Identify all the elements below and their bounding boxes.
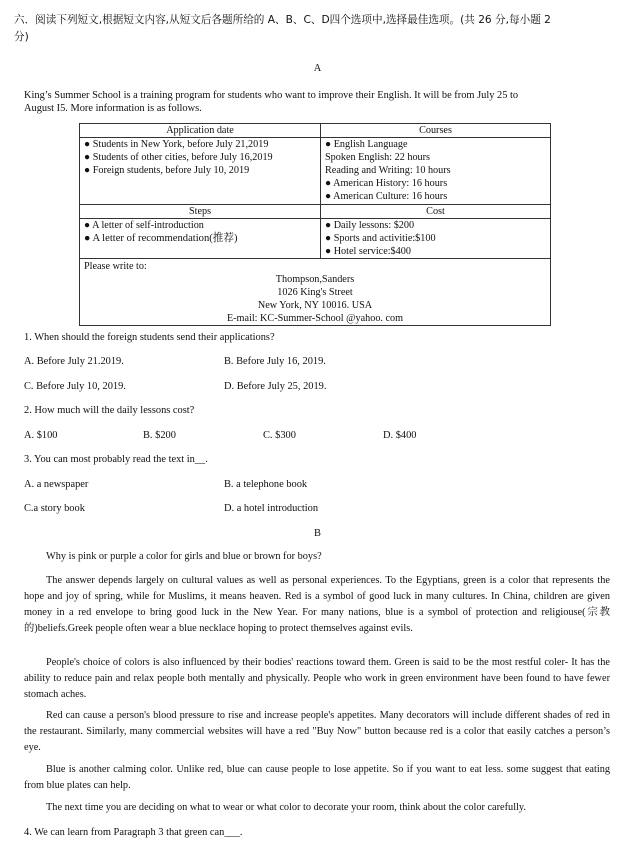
application-item: ● Students in New York, before July 21,2019: [84, 139, 269, 150]
cost-item: ● Hotel service:$400: [325, 246, 411, 257]
question-3-option-d: D. a hotel introduction: [224, 503, 319, 514]
address-city: New York, NY 10016. USA: [257, 300, 373, 311]
passage-a-intro-line-1: King’s Summer School is a training program for students who want to improve their English. It will be from July 25 to: [24, 90, 519, 101]
address-email: E-mail: KC-Summer-School @yahoo. com: [226, 313, 404, 324]
passage-b-paragraph-4: Red can cause a person's blood pressure to rise and increase people's appetites. Many decorators will include different shades of red in the restaurant. Similarly, many commercial websites will have a red "Buy Now" button because red is a color that easily catches a person’s eye.: [24, 710, 610, 753]
question-1-option-a: A. Before July 21.2019.: [24, 356, 124, 367]
address-cell: [80, 259, 551, 326]
question-1-option-b: B. Before July 16, 2019.: [224, 356, 326, 367]
passage-a-intro-line-2: August I5. More information is as follows.: [24, 103, 202, 114]
cost-header: Cost: [321, 205, 551, 219]
address-name: Thompson,Sanders: [275, 274, 355, 285]
question-3-option-b: B. a telephone book: [224, 479, 308, 490]
passage-b-paragraph-6: The next time you are deciding on what to wear or what color to decorate your room, think about the color carefully.: [46, 802, 526, 813]
application-date-header: Application date: [80, 124, 321, 138]
question-1-option-d: D. Before July 25, 2019.: [224, 381, 327, 392]
courses-header: Courses: [321, 124, 551, 138]
passage-b-paragraph-5: Blue is another calming color. Unlike red, blue can cause people to lose appetite. So if you want to eat less. some suggest that eating from blue plates can help.: [24, 764, 610, 791]
question-3-option-a: A. a newspaper: [24, 479, 89, 490]
write-to-label: Please write to:: [84, 261, 147, 272]
address-street: 1026 King's Street: [277, 287, 353, 298]
question-2-option-d: D. $400: [383, 430, 417, 441]
passage-b-label: B: [314, 528, 321, 539]
question-2-stem: 2. How much will the daily lessons cost?: [24, 405, 195, 416]
passage-a-label: A: [313, 63, 322, 74]
step-item: ● A letter of recommendation(推荐): [84, 233, 238, 244]
steps-header: Steps: [80, 205, 321, 219]
question-1-stem: 1. When should the foreign students send their applications?: [24, 332, 275, 343]
passage-b-paragraph-3: People's choice of colors is also influenced by their bodies' reactions toward them. Green is said to be the most restful coler- It has the ability to reduce pain and relax people both mentally and physically. People who work in green environment have been found to have fewer stomach aches.: [24, 657, 610, 700]
steps-cell: [80, 219, 321, 259]
question-1-option-c: C. Before July 10, 2019.: [24, 381, 126, 392]
question-3-option-c: C.a story book: [24, 503, 85, 514]
course-item: Spoken English: 22 hours: [325, 152, 430, 163]
course-item: ● American Culture: 16 hours: [325, 191, 448, 202]
cost-item: ● Daily lessons: $200: [325, 220, 415, 231]
question-2-option-c: C. $300: [263, 430, 296, 441]
course-item: Reading and Writing: 10 hours: [325, 165, 451, 176]
section-heading: 六．阅读下列短文,根据短文内容,从短文后各题所给的 A、B、C、D四个选项中,选择最佳选项。(共 26 分,每小题 2: [14, 14, 551, 26]
section-heading-continued: 分): [14, 31, 29, 43]
passage-b-paragraph-1: Why is pink or purple a color for girls and blue or brown for boys?: [46, 551, 322, 562]
summer-school-info-table: [79, 123, 551, 326]
question-4-stem: 4. We can learn from Paragraph 3 that green can___.: [24, 827, 243, 838]
application-item: ● Foreign students, before July 10, 2019: [84, 165, 250, 176]
course-item: ● English Language: [325, 139, 408, 150]
passage-b-paragraph-2: The answer depends largely on cultural values as well as personal experiences. To the Egyptians, green is a color that represents the hope and joy of spring, while for Muslims, it means heaven. Red is a symbol of good luck in many cultures. In China, children are given money in a red envelope to bring good luck in the New Year. For many nations, blue is a symbol of protection and religiouse(宗教的)beliefs.Greek people often wear a blue necklace hoping to protect themselves against evils.: [24, 575, 610, 634]
courses-cell: [321, 138, 551, 205]
step-item: ● A letter of self-introduction: [84, 220, 204, 231]
application-item: ● Students of other cities, before July 16,2019: [84, 152, 273, 163]
course-item: ● American History: 16 hours: [325, 178, 448, 189]
question-2-option-a: A. $100: [24, 430, 58, 441]
application-date-cell: [80, 138, 321, 205]
question-3-stem: 3. You can most probably read the text in__.: [24, 454, 208, 465]
cost-cell: [321, 219, 551, 259]
question-2-option-b: B. $200: [143, 430, 176, 441]
cost-item: ● Sports and activitie:$100: [325, 233, 436, 244]
